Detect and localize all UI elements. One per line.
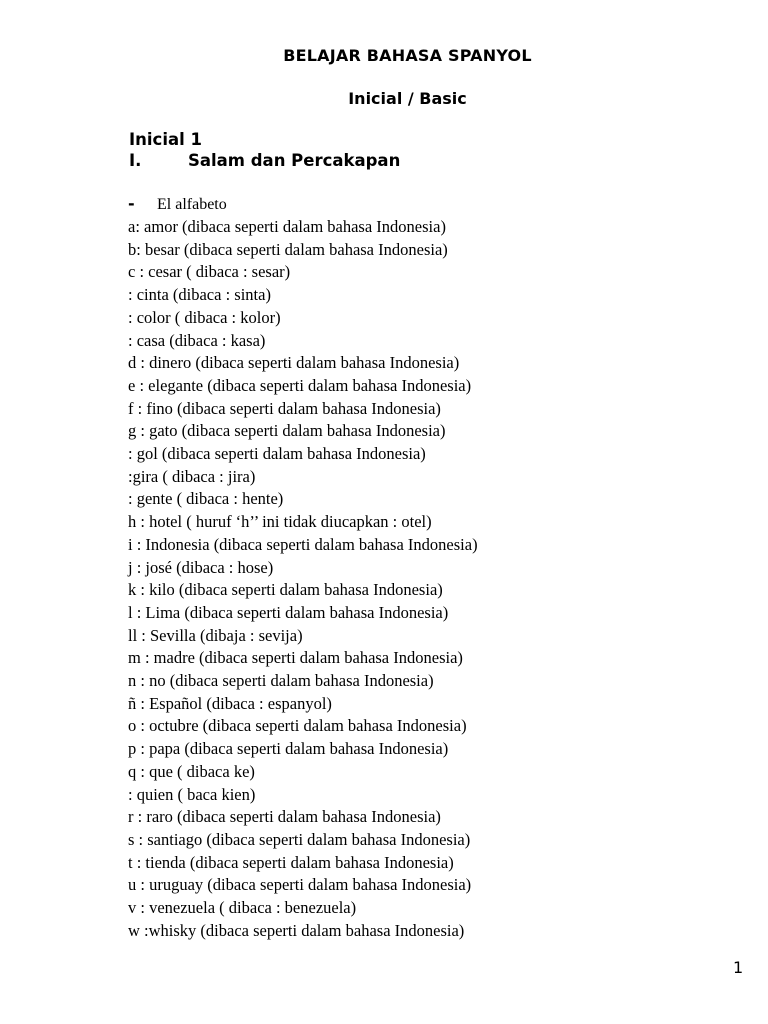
list-item: : gol (dibaca seperti dalam bahasa Indonesia) [128,444,426,464]
list-item: e : elegante (dibaca seperti dalam bahasa Indonesia) [128,375,472,395]
list-item: i : Indonesia (dibaca seperti dalam bahasa Indonesia) [128,534,478,554]
list-item: r : raro (dibaca seperti dalam bahasa Indonesia) [128,807,441,827]
list-item: : cinta (dibaca : sinta) [128,285,271,305]
list-item: : casa (dibaca : kasa) [128,330,266,350]
list-item: d : dinero (dibaca seperti dalam bahasa Indonesia) [128,353,460,373]
list-item: p : papa (dibaca seperti dalam bahasa Indonesia) [128,739,449,759]
section-number: I. [129,151,142,170]
bullet-text: El alfabeto [157,196,227,213]
bullet-item [128,194,227,214]
list-item: ll : Sevilla (dibaja : sevija) [128,625,303,645]
list-item: v : venezuela ( dibaca : benezuela) [128,898,357,918]
section-title: Salam dan Percakapan [188,151,401,170]
list-item: w :whisky (dibaca seperti dalam bahasa Indonesia) [128,920,465,940]
list-item: t : tienda (dibaca seperti dalam bahasa Indonesia) [128,852,454,872]
list-item: b: besar (dibaca seperti dalam bahasa Indonesia) [128,239,448,259]
list-item: u : uruguay (dibaca seperti dalam bahasa Indonesia) [128,875,472,895]
list-item: l : Lima (dibaca seperti dalam bahasa Indonesia) [128,602,449,622]
list-item: g : gato (dibaca seperti dalam bahasa Indonesia) [128,421,446,441]
list-item: : quien ( baca kien) [128,784,256,804]
document-title: BELAJAR BAHASA SPANYOL [283,46,532,65]
list-item: c : cesar ( dibaca : sesar) [128,262,291,282]
list-item: : gente ( dibaca : hente) [128,489,284,509]
alphabet-list [128,216,478,943]
list-item: n : no (dibaca seperti dalam bahasa Indonesia) [128,671,434,691]
list-item: q : que ( dibaca ke) [128,761,255,781]
list-item: s : santiago (dibaca seperti dalam bahasa Indonesia) [128,829,471,849]
level-heading: Inicial 1 [129,130,202,149]
list-item: a: amor (dibaca seperti dalam bahasa Indonesia) [128,217,446,236]
bullet-marker: - [128,194,135,213]
list-item: h : hotel ( huruf ‘h’’ ini tidak diucapkan : otel) [128,512,432,532]
list-item: o : octubre (dibaca seperti dalam bahasa Indonesia) [128,716,467,736]
list-item: m : madre (dibaca seperti dalam bahasa Indonesia) [128,648,463,668]
list-item: :gira ( dibaca : jira) [128,466,256,486]
list-item: k : kilo (dibaca seperti dalam bahasa Indonesia) [128,580,443,600]
list-item: j : josé (dibaca : hose) [128,557,274,577]
page-number: 1 [733,958,744,977]
list-item: : color ( dibaca : kolor) [128,307,281,327]
list-item: f : fino (dibaca seperti dalam bahasa Indonesia) [128,398,441,418]
section-heading [129,151,400,170]
document-subtitle: Inicial / Basic [348,89,467,108]
list-item: ñ : Español (dibaca : espanyol) [128,693,332,713]
